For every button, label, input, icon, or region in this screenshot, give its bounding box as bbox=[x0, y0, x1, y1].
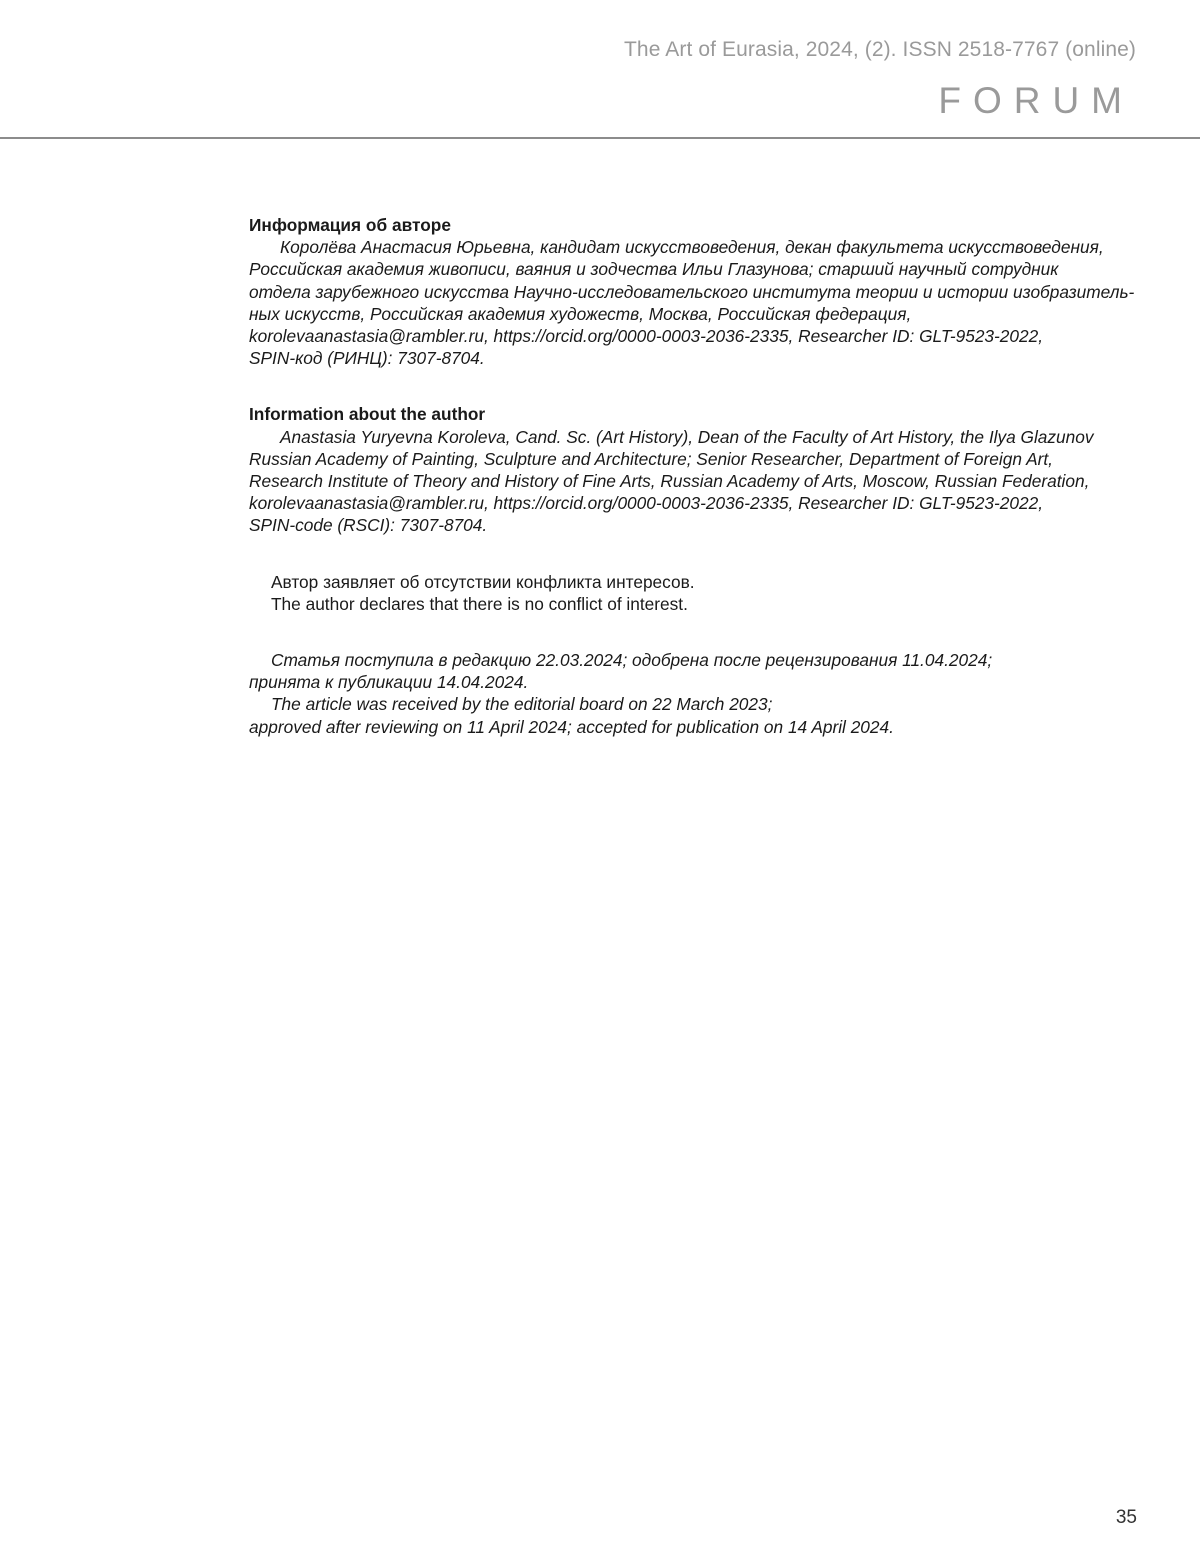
author-info-ru-line: SPIN-код (РИНЦ): 7307-8704. bbox=[249, 348, 485, 369]
author-info-en-line: SPIN-code (RSCI): 7307-8704. bbox=[249, 515, 488, 536]
conflict-statement-ru: Автор заявляет об отсутствии конфликта интересов. bbox=[271, 571, 695, 592]
dates-line: Статья поступила в редакцию 22.03.2024; одобрена после рецензирования 11.04.2024; bbox=[271, 650, 993, 671]
author-info-ru-line: Королёва Анастасия Юрьевна, кандидат искусствоведения, декан факультета искусствоведения, bbox=[280, 237, 1104, 258]
author-info-en-line: Research Institute of Theory and History of Fine Arts, Russian Academy of Arts, Moscow, Russian Federation, bbox=[249, 471, 1090, 492]
header-divider bbox=[0, 137, 1200, 139]
author-info-ru-heading: Информация об авторе bbox=[249, 215, 451, 235]
section-title: FORUM bbox=[938, 80, 1134, 121]
dates-line: принята к публикации 14.04.2024. bbox=[249, 672, 529, 693]
conflict-of-interest bbox=[249, 571, 1149, 615]
running-head: The Art of Eurasia, 2024, (2). ISSN 2518-7767 (online) bbox=[623, 38, 1136, 61]
dates-line: approved after reviewing on 11 April 2024; accepted for publication on 14 April 2024. bbox=[249, 716, 894, 737]
author-info-en-line: Russian Academy of Painting, Sculpture and Architecture; Senior Researcher, Department of Foreign Art, bbox=[249, 448, 1053, 469]
author-info-ru bbox=[249, 214, 1149, 369]
author-info-en bbox=[249, 403, 1149, 536]
page-number: 35 bbox=[1115, 1507, 1137, 1528]
author-info-ru-line: отдела зарубежного искусства Научно-исследовательского института теории и истории изобразитель- bbox=[249, 281, 1135, 302]
conflict-statement-en: The author declares that there is no conflict of interest. bbox=[271, 593, 688, 614]
author-info-ru-line: ных искусств, Российская академия художеств, Москва, Российская федерация, bbox=[249, 303, 912, 324]
article-back-matter bbox=[249, 214, 1149, 738]
author-info-ru-line: Российская академия живописи, ваяния и зодчества Ильи Глазунова; старший научный сотрудник bbox=[249, 259, 1059, 280]
author-info-en-line: Anastasia Yuryevna Koroleva, Cand. Sc. (Art History), Dean of the Faculty of Art History, the Ilya Glazunov bbox=[280, 426, 1094, 447]
author-info-ru-line: korolevaanastasia@rambler.ru, https://orcid.org/0000-0003-2036-2335, Researcher ID: GLT-9523-2022, bbox=[249, 326, 1044, 347]
author-info-en-line: korolevaanastasia@rambler.ru, https://orcid.org/0000-0003-2036-2335, Researcher ID: GLT-9523-2022, bbox=[249, 493, 1044, 514]
dates-line: The article was received by the editorial board on 22 March 2023; bbox=[271, 694, 773, 715]
article-dates bbox=[249, 649, 1149, 738]
author-info-en-heading: Information about the author bbox=[249, 404, 486, 425]
